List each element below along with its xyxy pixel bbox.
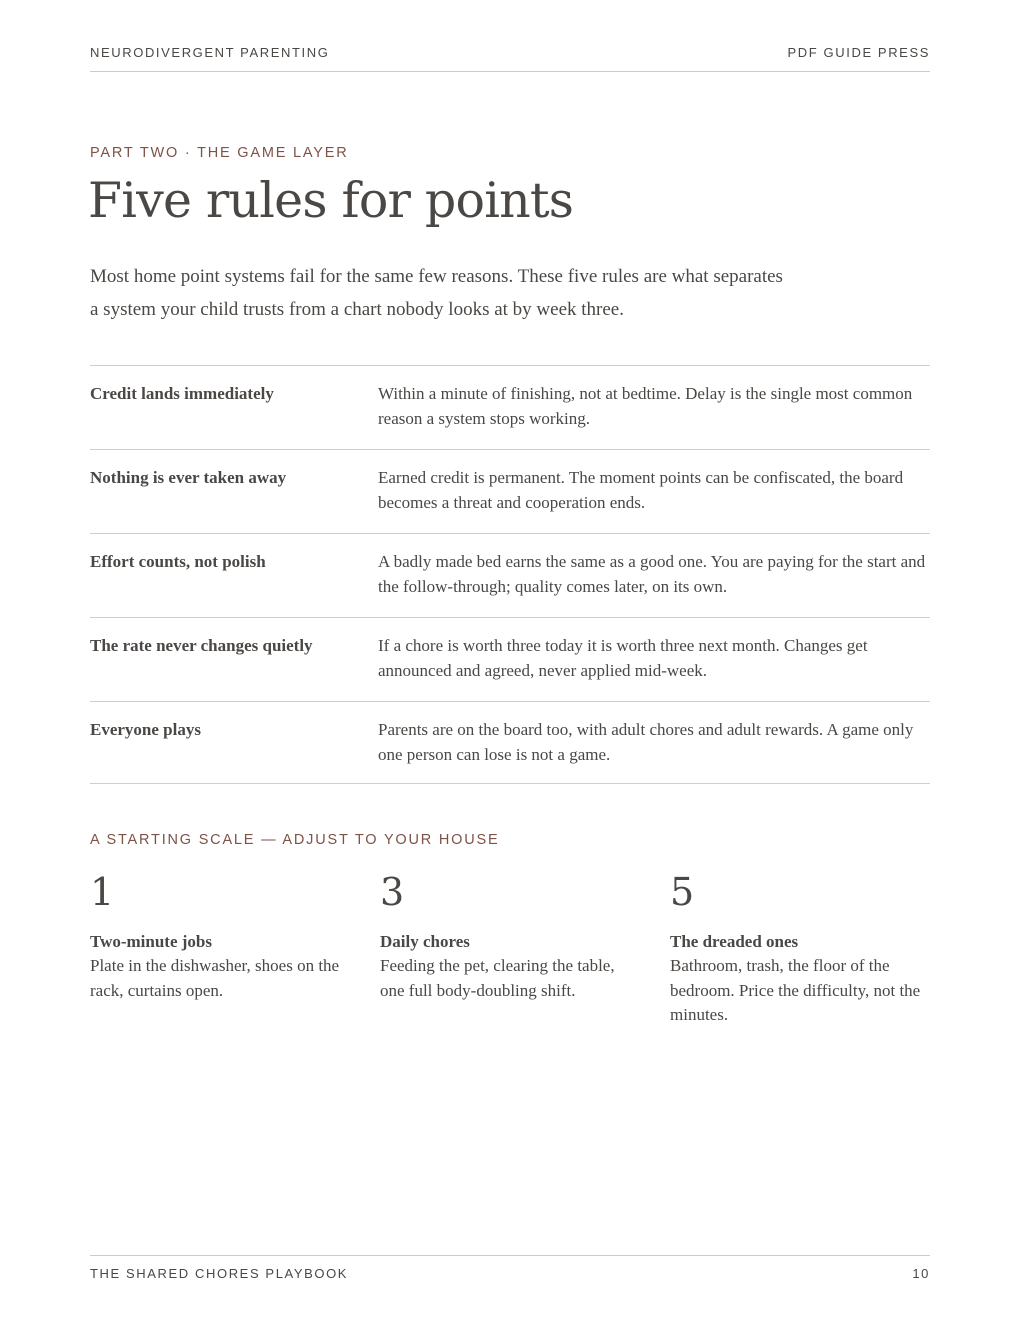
scale-level-description: Feeding the pet, clearing the table, one full body-doubling shift. (380, 956, 615, 1000)
scale-points-value: 1 (90, 870, 115, 914)
points-scale (90, 868, 960, 1028)
rule-description: A badly made bed earns the same as a good one. You are paying for the start and the follow-through; quality comes later, on its own. (378, 552, 926, 596)
scale-level-label: Daily chores (380, 932, 470, 951)
scale-level-description: Bathroom, trash, the floor of the bedroom. Price the difficulty, not the minutes. (670, 956, 921, 1024)
rule-row (90, 702, 930, 784)
scale-level-label: Two-minute jobs (90, 932, 212, 951)
header-series-title: NEURODIVERGENT PARENTING (90, 45, 330, 60)
rule-name: Effort counts, not polish (90, 552, 266, 571)
rules-table (90, 365, 930, 784)
intro-paragraph: Most home point systems fail for the same few reasons. These five rules are what separates a system your child trusts from a chart nobody looks at by week three. (90, 266, 783, 320)
scale-points-value: 5 (670, 870, 695, 914)
scale-points-value: 3 (380, 870, 405, 914)
footer-book-title: THE SHARED CHORES PLAYBOOK (90, 1266, 349, 1281)
rule-description: Earned credit is permanent. The moment points can be confiscated, the board becomes a threat and cooperation ends. (378, 468, 904, 512)
rule-name: The rate never changes quietly (90, 636, 313, 655)
page-title: Five rules for points (88, 172, 574, 229)
rule-row (90, 534, 930, 618)
scale-heading: A STARTING SCALE — ADJUST TO YOUR HOUSE (90, 832, 500, 848)
rule-name: Everyone plays (90, 720, 201, 739)
page-number: 10 (912, 1266, 930, 1281)
rule-row (90, 618, 930, 702)
header-publisher: PDF GUIDE PRESS (787, 45, 930, 60)
scale-level (670, 868, 960, 1028)
section-kicker: PART TWO · THE GAME LAYER (90, 145, 349, 161)
rule-description: Parents are on the board too, with adult chores and adult rewards. A game only one person can lose is not a game. (378, 720, 914, 764)
rule-description: Within a minute of finishing, not at bedtime. Delay is the single most common reason a system stops working. (378, 384, 913, 428)
scale-level (90, 868, 380, 1028)
rule-name: Credit lands immediately (90, 384, 274, 403)
rule-description: If a chore is worth three today it is worth three next month. Changes get announced and agreed, never applied mid-week. (378, 636, 868, 680)
rule-row (90, 366, 930, 450)
scale-level (380, 868, 670, 1028)
scale-level-label: The dreaded ones (670, 932, 799, 951)
running-header (90, 45, 930, 72)
rule-name: Nothing is ever taken away (90, 468, 287, 487)
scale-level-description: Plate in the dishwasher, shoes on the rack, curtains open. (90, 956, 340, 1000)
rule-row (90, 450, 930, 534)
running-footer (90, 1255, 930, 1281)
